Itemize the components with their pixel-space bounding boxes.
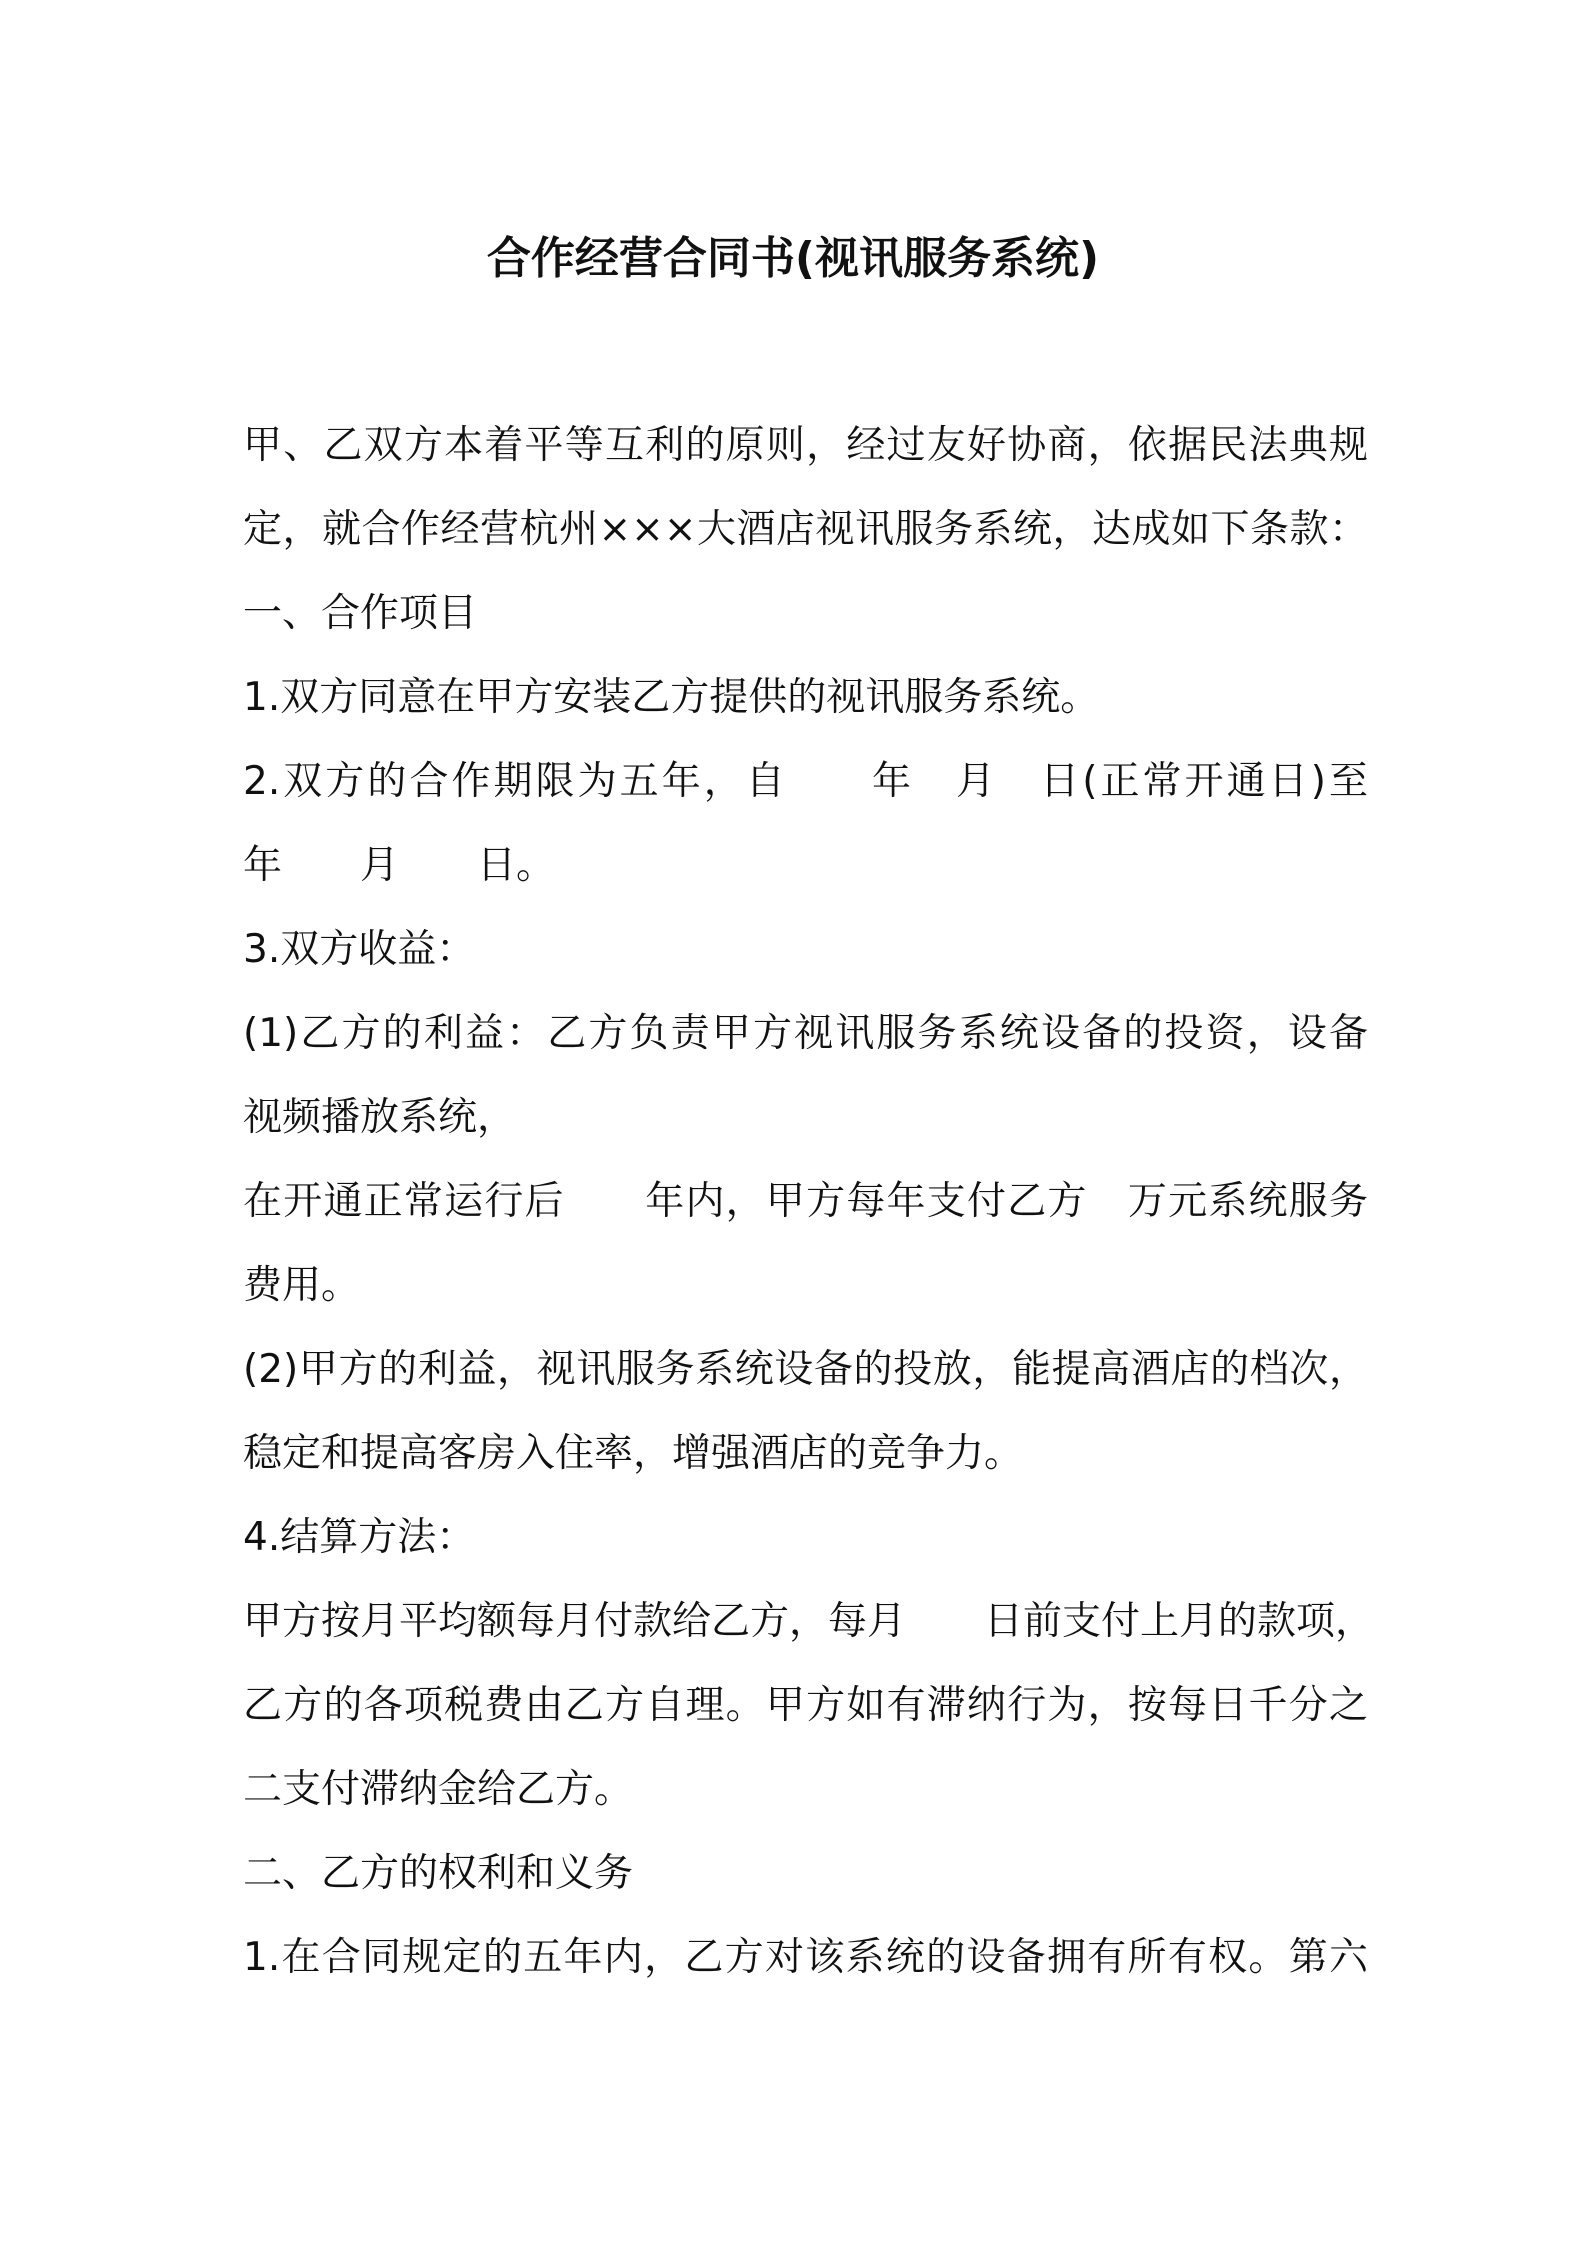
- clause-2-1-line-1: 1.在合同规定的五年内，乙方对该系统的设备拥有所有权。第六: [243, 1935, 1368, 1980]
- clause-1-3-2-line-1: (2)甲方的利益，视讯服务系统设备的投放，能提高酒店的档次，: [243, 1347, 1368, 1392]
- clause-1-4-line-3: 二支付滞纳金给乙方。: [243, 1767, 634, 1812]
- paragraph-intro-line-1: 甲、乙双方本着平等互利的原则，经过友好协商，依据民法典规: [243, 423, 1368, 468]
- document-title: 合作经营合同书(视讯服务系统): [486, 233, 1100, 284]
- document-body: [243, 404, 1375, 2000]
- clause-1-3-2-line-2: 稳定和提高客房入住率，增强酒店的竞争力。: [243, 1431, 1024, 1476]
- clause-1-1: 1.双方同意在甲方安装乙方提供的视讯服务系统。: [243, 675, 1100, 720]
- section-heading-cooperation-project: 一、合作项目: [243, 591, 478, 636]
- clause-1-3-heading: 3.双方收益：: [243, 927, 476, 972]
- clause-1-2-line-2: 年 月 日。: [243, 843, 556, 888]
- clause-1-4-heading: 4.结算方法：: [243, 1515, 476, 1560]
- clause-1-3-1-line-1: (1)乙方的利益：乙方负责甲方视讯服务系统设备的投资，设备: [243, 1011, 1368, 1056]
- clause-1-2-line-1: 2.双方的合作期限为五年，自 年 月 日(正常开通日)至: [243, 759, 1368, 804]
- clause-1-3-1-line-3: 在开通正常运行后 年内，甲方每年支付乙方 万元系统服务: [243, 1179, 1368, 1224]
- clause-1-3-1-line-2: 视频播放系统，: [243, 1095, 517, 1140]
- section-heading-party-b-rights: 二、乙方的权利和义务: [243, 1851, 634, 1896]
- clause-1-4-line-1: 甲方按月平均额每月付款给乙方，每月 日前支付上月的款项，: [243, 1599, 1375, 1644]
- clause-1-3-1-line-4: 费用。: [243, 1263, 361, 1308]
- clause-1-4-line-2: 乙方的各项税费由乙方自理。甲方如有滞纳行为，按每日千分之: [243, 1683, 1368, 1728]
- paragraph-intro-line-2: 定，就合作经营杭州×××大酒店视讯服务系统，达成如下条款：: [243, 507, 1368, 552]
